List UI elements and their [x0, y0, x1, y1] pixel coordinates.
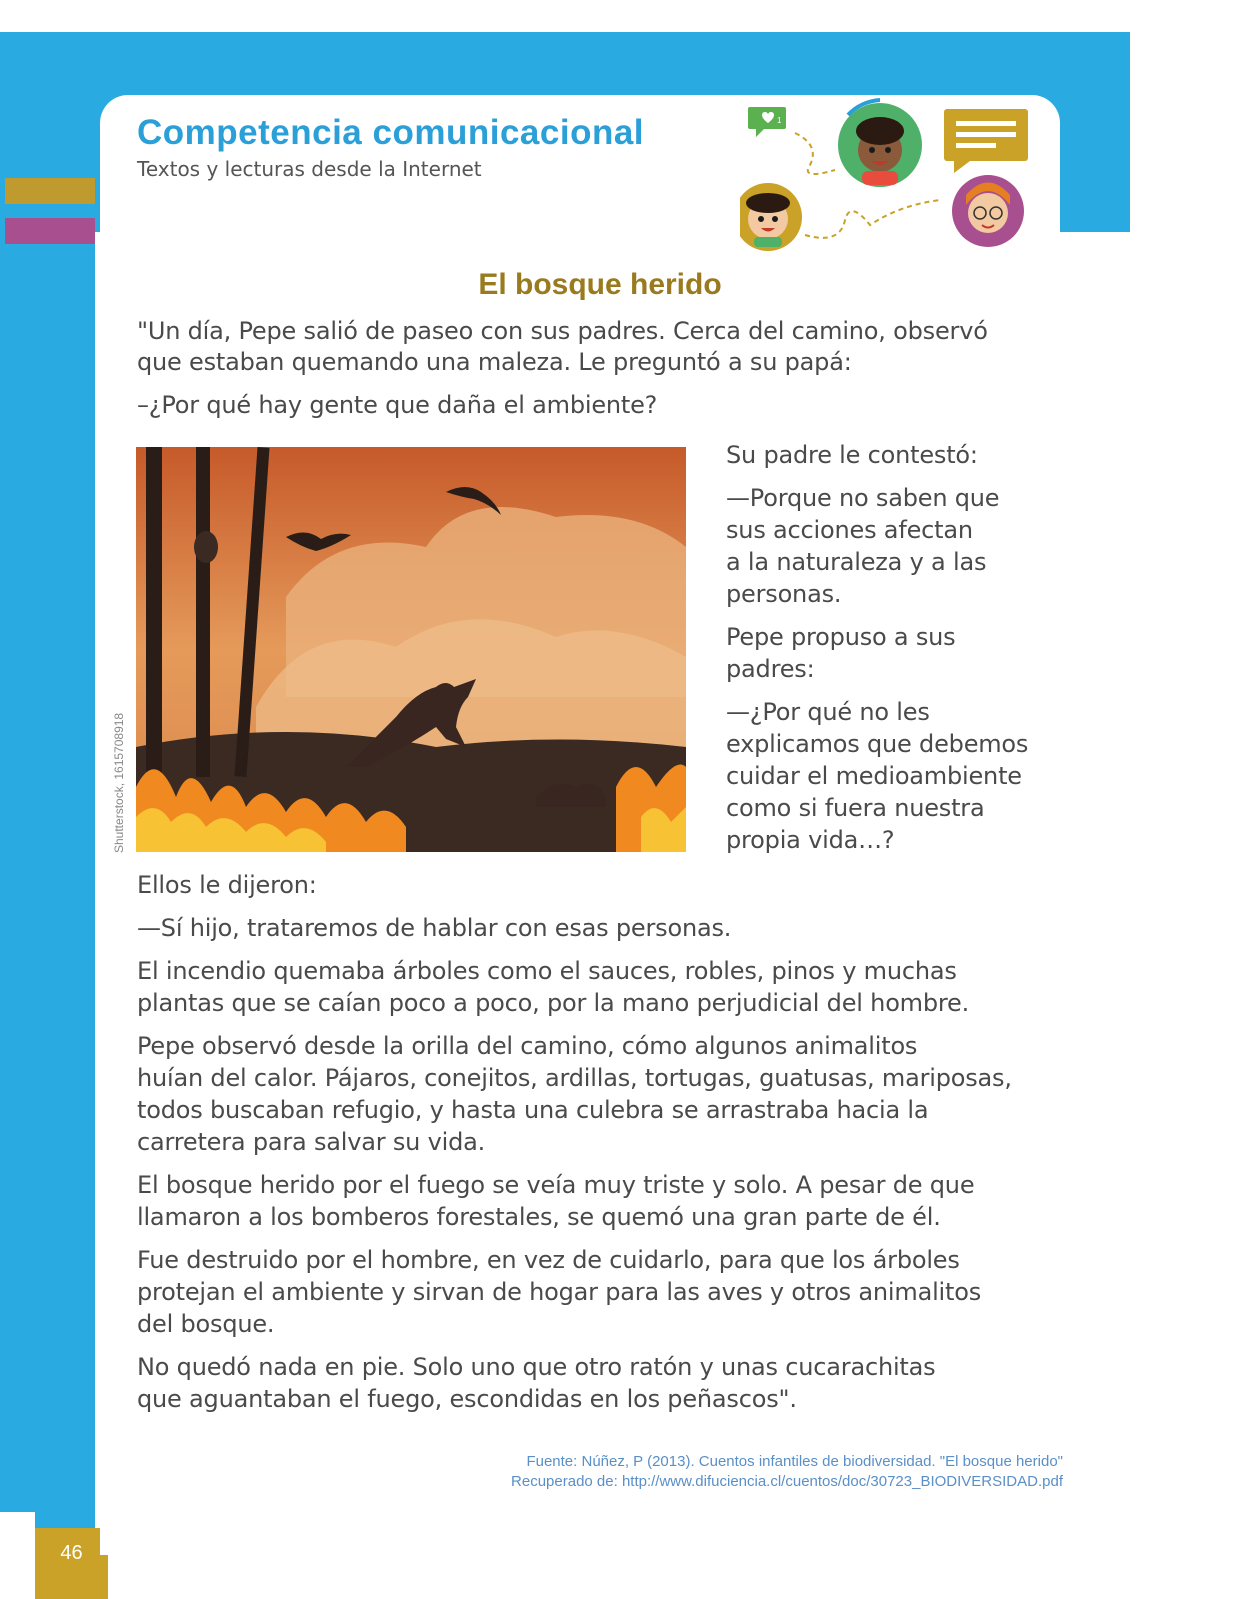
intro-line-2: que estaban quemando una maleza. Le preguntó a su papá:	[137, 348, 852, 376]
text-chat-icon	[944, 109, 1028, 173]
body-line: plantas que se caían poco a poco, por la mano perjudicial del hombre.	[137, 989, 970, 1017]
body-line: No quedó nada en pie. Solo uno que otro ratón y unas cucarachitas	[137, 1353, 936, 1381]
boy-avatar-icon-2	[740, 183, 802, 251]
body-line: que aguantaban el fuego, escondidas en los peñascos".	[137, 1385, 797, 1413]
side-line: personas.	[726, 580, 842, 608]
side-line: propia vida…?	[726, 826, 895, 854]
side-line: sus acciones afectan	[726, 516, 973, 544]
side-line: cuidar el medioambiente	[726, 762, 1022, 790]
side-line: Su padre le contestó:	[726, 441, 978, 469]
side-line: —Porque no saben que	[726, 484, 1000, 512]
body-line: protejan el ambiente y sirvan de hogar para las aves y otros animalitos	[137, 1278, 982, 1306]
heart-chat-icon	[748, 107, 786, 137]
girl-avatar-icon	[952, 175, 1024, 247]
page-number: 46	[60, 1542, 83, 1564]
body-line: llamaron a los bomberos forestales, se quemó una gran parte de él.	[137, 1203, 941, 1231]
body-line: del bosque.	[137, 1310, 275, 1338]
side-line: como si fuera nuestra	[726, 794, 985, 822]
image-credit: Shutterstock, 1615708918	[112, 712, 126, 853]
source-url[interactable]: Recuperado de: http://www.difuciencia.cl/cuentos/doc/30723_BIODIVERSIDAD.pdf	[511, 1473, 1063, 1490]
side-line: Pepe propuso a sus	[726, 623, 956, 651]
intro-line-1: "Un día, Pepe salió de paseo con sus padres. Cerca del camino, observó	[137, 317, 988, 345]
body-line: Pepe observó desde la orilla del camino, cómo algunos animalitos	[137, 1032, 918, 1060]
purple-stripe	[5, 218, 95, 244]
body-line: El incendio quemaba árboles como el sauces, robles, pinos y muchas	[137, 957, 957, 985]
boy-avatar-icon	[838, 100, 922, 187]
source-citation: Fuente: Núñez, P (2013). Cuentos infantiles de biodiversidad. "El bosque herido"	[526, 1453, 1063, 1470]
body-line: Ellos le dijeron:	[137, 871, 317, 899]
body-line: Fue destruido por el hombre, en vez de cuidarlo, para que los árboles	[137, 1246, 960, 1274]
side-line: a la naturaleza y a las	[726, 548, 987, 576]
gold-stripe	[5, 178, 95, 204]
forest-fire-illustration	[136, 447, 686, 852]
side-line: —¿Por qué no les	[726, 698, 930, 726]
body-line: El bosque herido por el fuego se veía muy triste y solo. A pesar de que	[137, 1171, 975, 1199]
heart-badge-count: 1	[777, 116, 782, 125]
left-band-lower	[35, 200, 95, 1530]
side-line: padres:	[726, 655, 815, 683]
body-line: huían del calor. Pájaros, conejitos, ardillas, tortugas, guatusas, mariposas,	[137, 1064, 1012, 1092]
body-line: —Sí hijo, trataremos de hablar con esas personas.	[137, 914, 732, 942]
section-title: Competencia comunicacional	[137, 113, 645, 152]
body-line: todos buscaban refugio, y hasta una culebra se arrastraba hacia la	[137, 1096, 929, 1124]
side-line: explicamos que debemos	[726, 730, 1029, 758]
kids-chat-icon	[740, 95, 1060, 265]
story-title: El bosque herido	[478, 268, 722, 301]
section-subtitle: Textos y lecturas desde la Internet	[137, 157, 482, 181]
question-line: –¿Por qué hay gente que daña el ambiente?	[137, 391, 658, 419]
body-line: carretera para salvar su vida.	[137, 1128, 486, 1156]
